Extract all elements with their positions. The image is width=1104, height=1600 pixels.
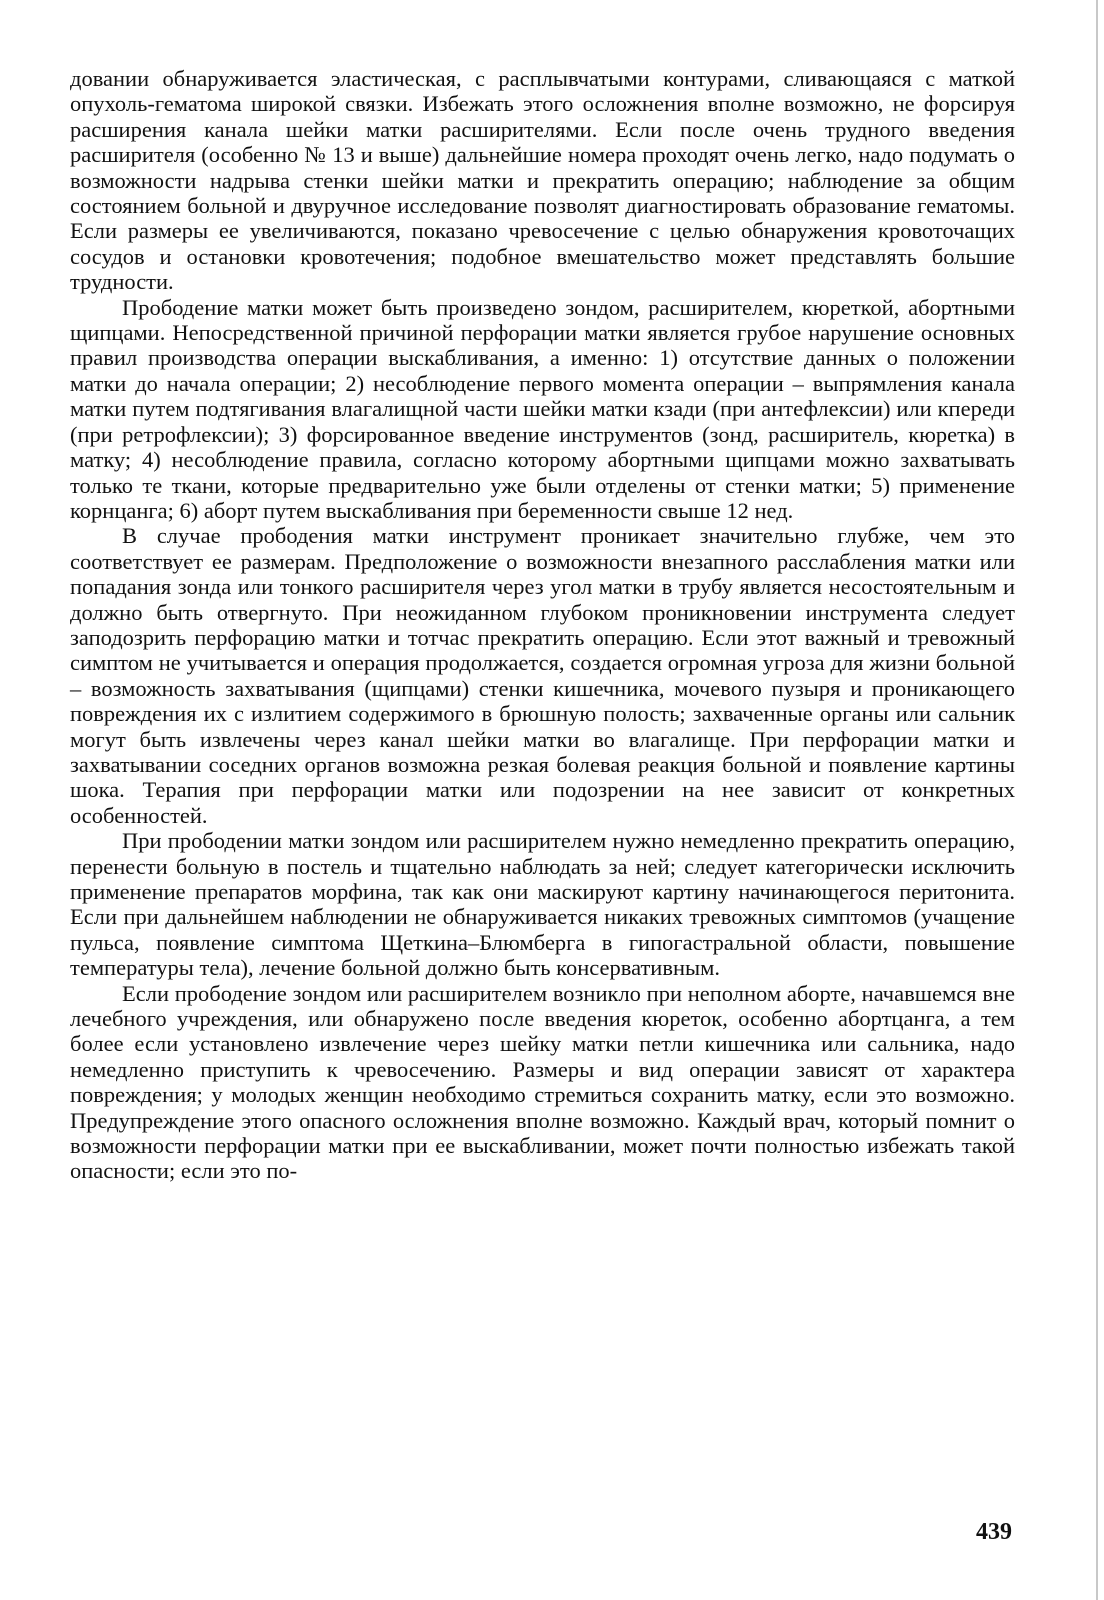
body-text [70, 66, 1015, 1184]
paragraph-2: Прободение матки может быть произведено зондом, расширителем, кюреткой, абортными щипцами. Непосредственной причиной перфорации матки является грубое нарушение основных правил производства операции выскабливания, а именно: 1) отсутствие данных о положении матки до начала операции; 2) несоблюдение первого момента операции – выпрямления канала матки путем подтягивания влагалищной части шейки матки кзади (при антефлексии) или кпереди (при ретрофлексии); 3) форсированное введение инструментов (зонд, расширитель, кюретка) в матку; 4) несоблюдение правила, согласно которому абортными щипцами можно захватывать только те ткани, которые предварительно уже были отделены от стенки матки; 5) применение корнцанга; 6) аборт путем выскабливания при беременности свыше 12 нед. [70, 294, 1015, 523]
paragraph-1: довании обнаруживается эластическая, с расплывчатыми контурами, сливающаяся с маткой опухоль-гематома широкой связки. Избежать этого осложнения вполне возможно, не форсируя расширения канала шейки матки расширителями. Если после очень трудного введения расширителя (особенно № 13 и выше) дальнейшие номера проходят очень легко, надо подумать о возможности надрыва стенки шейки матки и прекратить операцию; наблюдение за общим состоянием больной и двуручное исследование позволят диагностировать образование гематомы. Если размеры ее увеличиваются, показано чревосечение с целью обнаружения кровоточащих сосудов и остановки кровотечения; подобное вмешательство может представлять большие трудности. [70, 66, 1015, 295]
page-number: 439 [976, 1519, 1012, 1545]
paragraph-5: Если прободение зондом или расширителем возникло при неполном аборте, начавшемся вне лечебного учреждения, или обнаружено после введения кюреток, особенно абортцанга, а тем более если установлено извлечение через шейку матки петли кишечника или сальника, надо немедленно приступить к чревосечению. Размеры и вид операции зависят от характера повреждения; у молодых женщин необходимо стремиться сохранить матку, если это возможно. Предупреждение этого опасного осложнения вполне возможно. Каждый врач, который помнит о возможности перфорации матки при ее выскабливании, может почти полностью избежать такой опасности; если это по- [70, 980, 1015, 1184]
paragraph-3: В случае прободения матки инструмент проникает значительно глубже, чем это соответствует ее размерам. Предположение о возможности внезапного расслабления матки или попадания зонда или тонкого расширителя через угол матки в трубу является несостоятельным и должно быть отвергнуто. При неожиданном глубоком проникновении инструмента следует заподозрить перфорацию матки и тотчас прекратить операцию. Если этот важный и тревожный симптом не учитывается и операция продолжается, создается огромная угроза для жизни больной – возможность захватывания (щипцами) стенки кишечника, мочевого пузыря и проникающего повреждения их с излитием содержимого в брюшную полость; захваченные органы или сальник могут быть извлечены через канал шейки матки во влагалище. При перфорации матки и захватывании соседних органов возможна резкая болевая реакция больной и появление картины шока. Терапия при перфорации матки или подозрении на нее зависит от конкретных особенностей. [70, 523, 1015, 828]
scan-edge-line [1096, 0, 1098, 1600]
paragraph-4: При прободении матки зондом или расширителем нужно немедленно прекратить операцию, перенести больную в постель и тщательно наблюдать за ней; следует категорически исключить применение препаратов морфина, так как они маскируют картину начинающегося перитонита. Если при дальнейшем наблюдении не обнаруживается никаких тревожных симптомов (учащение пульса, появление симптома Щеткина–Блюмберга в гипогастральной области, повышение температуры тела), лечение больной должно быть консервативным. [70, 828, 1015, 981]
